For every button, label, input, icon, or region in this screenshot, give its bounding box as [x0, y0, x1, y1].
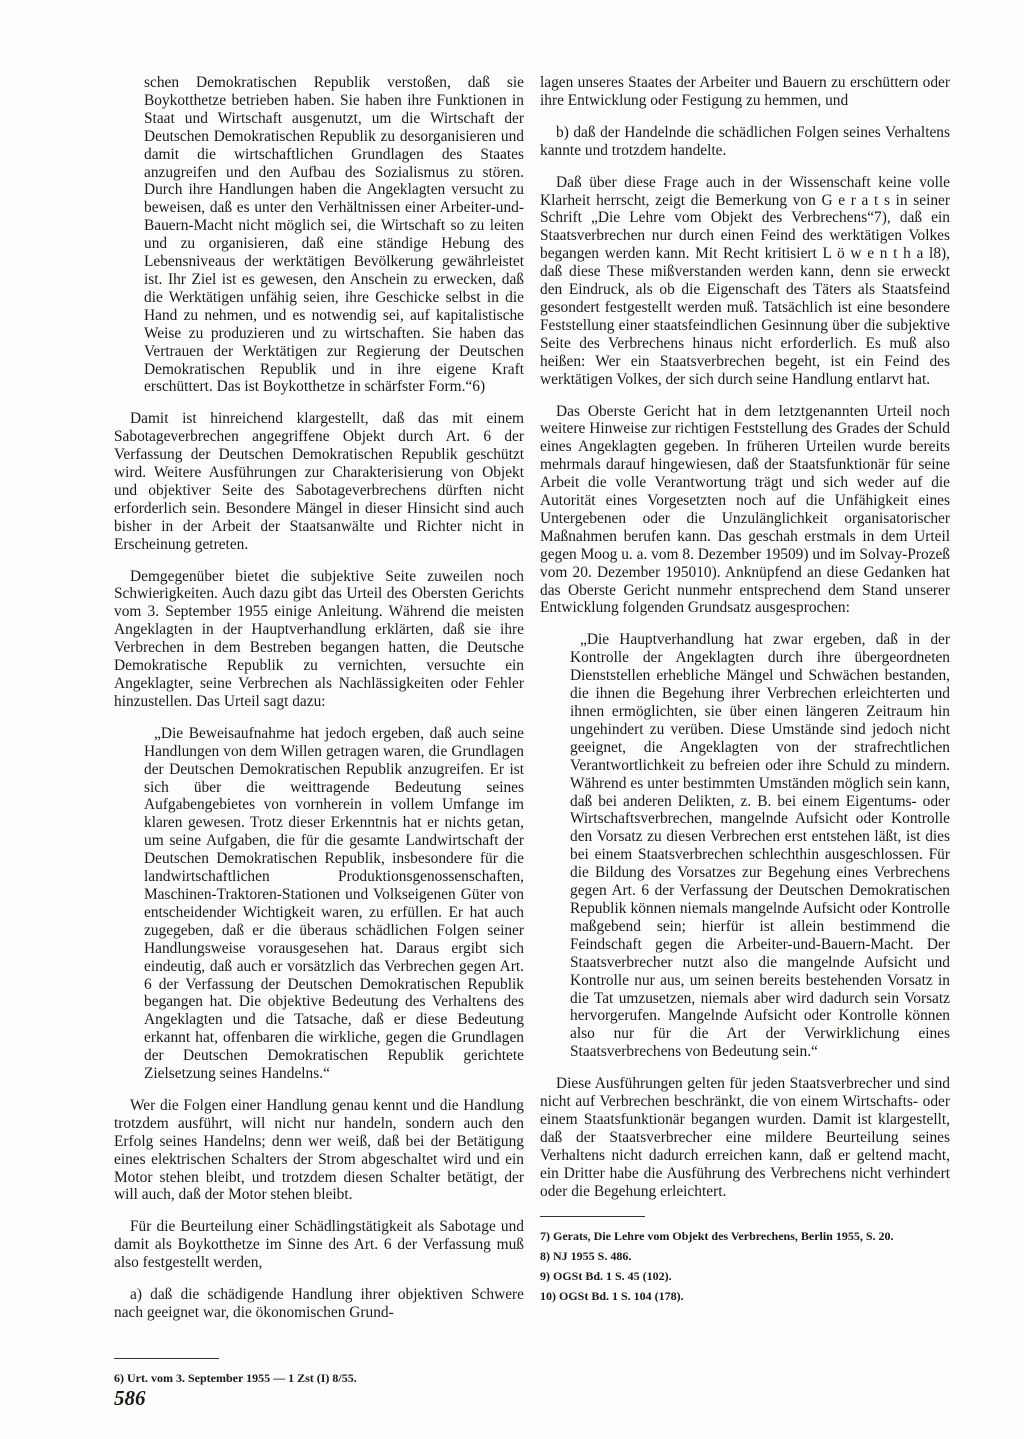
body-paragraph: Damit ist hinreichend klargestellt, daß das mit einem Sabotageverbrechen angegriffene Objekt durch Art. 6 der Verfassung der Deutschen Demokratischen Republik geschützt wird. Weitere Ausführungen zur Charakterisierung von Objekt und objektiver Seite des Sabotageverbrechens dürften nicht erforderlich sein. Besondere Mängel in dieser Hinsicht sind auch bisher in der Arbeit der Staatsanwälte und Richter nicht in Erscheinung getreten.	[114, 410, 524, 553]
body-paragraph: Demgegenüber bietet die subjektive Seite zuweilen noch Schwierigkeiten. Auch dazu gibt das Urteil des Obersten Gerichts vom 3. September 1955 einige Anleitung. Während die meisten Angeklagten in der Hauptverhandlung erklärten, daß sie ihre Verbrechen in dem Bestreben begangen hatten, die Deutsche Demokratische Republik zu vernichten, versuchte ein Angeklagter, seine Verbrechen als Nachlässigkeiten oder Fehler hinzustellen. Das Urteil sagt dazu:	[114, 567, 524, 710]
body-paragraph: Diese Ausführungen gelten für jeden Staatsverbrecher und sind nicht auf Verbrechen beschränkt, die von einem Wirtschafts- oder einem Staatsfunktionär begangen wurden. Damit ist klargestellt, daß der Staatsverbrecher eine mildere Beurteilung seines Verhaltens nicht dadurch erreichen kann, daß er geltend macht, ein Dritter habe die Ausführung des Verbrechens nicht verhindert oder die Begehung erleichtert.	[540, 1075, 950, 1200]
body-paragraph: b) daß der Handelnde die schädlichen Folgen seines Verhaltens kannte und trotzdem handelte.	[540, 123, 950, 159]
body-paragraph: lagen unseres Staates der Arbeiter und Bauern zu erschüttern oder ihre Entwicklung oder Festigung zu hemmen, und	[540, 74, 950, 109]
page-number: 586	[114, 1386, 146, 1410]
footnote: 10) OGSt Bd. 1 S. 104 (178).	[540, 1289, 684, 1304]
body-paragraph: Für die Beurteilung einer Schädlingstätigkeit als Sabotage und damit als Boykotthetze im Sinne des Art. 6 der Verfassung muß also festgestellt werden,	[114, 1218, 524, 1272]
quote-paragraph: „Die Beweisaufnahme hat jedoch ergeben, daß auch seine Handlungen von dem Willen getragen waren, die Grundlagen der Deutschen Demokratischen Republik anzugreifen. Er ist sich über die weittragende Bedeutung seines Aufgabengebietes von vornherein in vollem Umfange im klaren gewesen. Trotz dieser Erkenntnis hat er nichts getan, um seine Aufgaben, die für die gesamte Landwirtschaft der Deutschen Demokratischen Republik, insbesondere für die landwirtschaftlichen Produktionsgenossenschaften, Maschinen-Traktoren-Stationen und Volkseigenen Güter von entscheidender Wichtigkeit waren, zu erfüllen. Er hat auch zugegeben, daß er die überaus schädlichen Folgen seiner Handlungsweise vorausgesehen hat. Daraus ergibt sich eindeutig, daß auch er vorsätzlich das Verbrechen gegen Art. 6 der Verfassung der Deutschen Demokratischen Republik begangen hat. Die objektive Bedeutung des Verhaltens des Angeklagten und die Tatsache, daß er diese Bedeutung erkannt hat, offenbaren die wirkliche, gegen die Grundlagen der Deutschen Demokratischen Republik gerichtete Zielsetzung seines Handelns.“	[144, 724, 524, 1083]
body-paragraph: a) daß die schädigende Handlung ihrer objektiven Schwere nach geeignet war, die ökonomischen Grund-	[114, 1286, 524, 1321]
right-column	[540, 74, 950, 1309]
footnote: 9) OGSt Bd. 1 S. 45 (102).	[540, 1269, 672, 1284]
left-column	[114, 74, 524, 1336]
footnote: 7) Gerats, Die Lehre vom Objekt des Verbrechens, Berlin 1955, S. 20.	[540, 1229, 894, 1244]
left-footnotes	[114, 1342, 524, 1391]
quote-paragraph: „Die Hauptverhandlung hat zwar ergeben, daß in der Kontrolle der Angeklagten durch ihre übergeordneten Dienststellen erhebliche Mängel und Schwächen bestanden, die ihnen die Begehung ihrer Verbrechen erleichterten und ihnen ermöglichten, sie über einen längeren Zeitraum hin ungehindert zu verüben. Diese Umstände sind jedoch nicht geeignet, die Angeklagten von der strafrechtlichen Verantwortlichkeit zu befreien oder ihre Schuld zu mindern. Während es unter bestimmten Umständen möglich sein kann, daß bei anderen Delikten, z. B. bei einem Eigentums- oder Wirtschaftsverbrechen, mangelnde Aufsicht oder Kontrolle den Vorsatz zu diesen Verbrechen erst entstehen läßt, ist dies bei einem Staatsverbrechen schlechthin ausgeschlossen. Für die Bildung des Vorsatzes zur Begehung eines Verbrechens gegen Art. 6 der Verfassung der Deutschen Demokratischen Republik können niemals mangelnde Aufsicht oder Kontrolle maßgebend sein; hierfür ist allein bestimmend die Feindschaft gegen die Arbeiter-und-Bauern-Macht. Der Staatsverbrecher nutzt also die mangelnde Aufsicht und Kontrolle nur aus, um seinen bereits bestehenden Vorsatz in die Tat umzusetzen, niemals aber wird dadurch sein Vorsatz hervorgerufen. Mangelnde Aufsicht oder Kontrolle können also nur für die Art der Verwirklichung eines Staatsverbrechens von Bedeutung sein.“	[570, 631, 950, 1061]
body-paragraph: Daß über diese Frage auch in der Wissenschaft keine volle Klarheit herrscht, zeigt die Bemerkung von G e r a t s in seiner Schrift „Die Lehre vom Objekt des Verbrechens“7), daß ein Staatsverbrechen nur durch einen Feind des werktätigen Volkes begangen werden kann. Mit Recht kritisiert L ö w e n t h a l8), daß diese These mißverstanden werden kann, denn sie erweckt den Eindruck, als ob die Eigenschaft des Täters als Staatsfeind gesondert festgestellt werden muß. Tatsächlich ist eine besondere Feststellung einer staatsfeindlichen Gesinnung über die subjektive Seite des Verbrechens hinaus nicht erforderlich. Es muß also heißen: Wer ein Staatsverbrechen begeht, ist ein Feind des werktätigen Volkes, der sich durch seine Handlung entlarvt hat.	[540, 173, 950, 388]
quote-paragraph: schen Demokratischen Republik verstoßen, daß sie Boykotthetze betrieben haben. Sie haben ihre Funktionen in Staat und Wirtschaft ausgenutzt, um die Wirtschaft der Deutschen Demokratischen Republik zu desorganisieren und damit die wirtschaftlichen Grundlagen des Staates anzugreifen und den Aufbau des Sozialismus zu stören. Durch ihre Handlungen haben die Angeklagten versucht zu beweisen, daß es unter den Verhältnissen einer Arbeiter-und-Bauern-Macht nicht möglich sei, die Wirtschaft so zu leiten und zu organisieren, daß eine ständige Hebung des Lebensniveaus der werktätigen Bevölkerung gewährleistet ist. Ihr Ziel ist es gewesen, den Anschein zu erwecken, daß die Werktätigen unfähig seien, ihre Geschicke selbst in die Hand zu nehmen, und es notwendig sei, auf kapitalistische Weise zu produzieren und zu wirtschaften. Sie haben das Vertrauen der Werktätigen zur Regierung der Deutschen Demokratischen Republik und in ihre eigene Kraft erschüttert. Das ist Boykotthetze in schärfster Form.“6)	[144, 74, 524, 396]
footnote: 8) NJ 1955 S. 486.	[540, 1249, 632, 1264]
body-paragraph: Wer die Folgen einer Handlung genau kennt und die Handlung trotzdem ausführt, will nicht nur handeln, sondern auch den Erfolg seines Handelns; denn wer weiß, daß bei der Betätigung eines elektrischen Schalters der Strom abgeschaltet wird und ein Motor stehen bleibt, und trotzdem diesen Schalter betätigt, der will auch, daß der Motor stehen bleibt.	[114, 1096, 524, 1204]
footnote-divider	[114, 1358, 219, 1359]
footnote: 6) Urt. vom 3. September 1955 — 1 Zst (I) 8/55.	[114, 1371, 357, 1385]
footnote-divider	[540, 1216, 645, 1217]
body-paragraph: Das Oberste Gericht hat in dem letztgenannten Urteil noch weitere Hinweise zur richtigen Feststellung des Grades der Schuld eines Angeklagten gegeben. In früheren Urteilen wurde bereits mehrmals darauf hingewiesen, daß der Staatsfunktionär für seine Arbeit die volle Verantwortung trägt und sich weder auf die Autorität eines Vorgesetzten noch auf die Unfähigkeit eines Untergebenen oder die Unzulänglichkeit organisatorischer Maßnahmen berufen kann. Das geschah erstmals in dem Urteil gegen Moog u. a. vom 8. Dezember 19509) und im Solvay-Prozeß vom 20. Dezember 195010). Anknüpfend an diese Gedanken hat das Oberste Gericht nunmehr entsprechend dem Stand unserer Entwicklung folgenden Grundsatz ausgesprochen:	[540, 402, 950, 617]
